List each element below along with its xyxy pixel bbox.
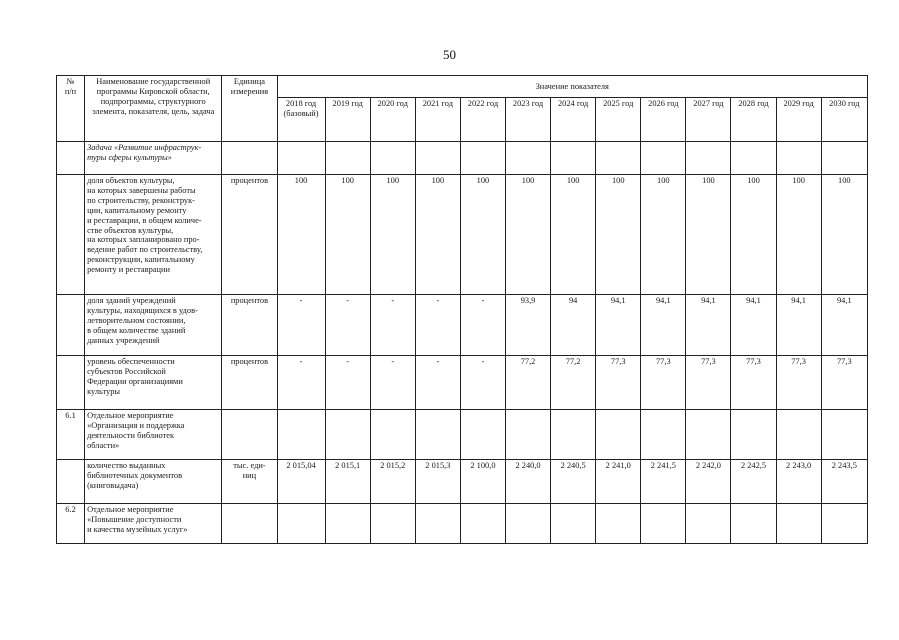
- value-cell: 100: [551, 175, 596, 295]
- value-cell: 2 015,1: [325, 460, 370, 504]
- unit-cell: тыс. еди- ниц: [222, 460, 277, 504]
- value-cell: [641, 142, 686, 175]
- header-year: 2021 год: [415, 98, 460, 142]
- header-year: 2028 год: [731, 98, 776, 142]
- value-cell: [776, 410, 821, 460]
- table-row: [57, 175, 868, 295]
- row-number: [57, 460, 85, 504]
- value-cell: [505, 504, 550, 544]
- value-cell: [325, 410, 370, 460]
- unit-cell: [222, 410, 277, 460]
- header-year: 2022 год: [460, 98, 505, 142]
- value-cell: 94,1: [731, 295, 776, 356]
- value-cell: 77,2: [505, 356, 550, 410]
- value-cell: 2 240,0: [505, 460, 550, 504]
- value-cell: 77,3: [731, 356, 776, 410]
- table-row: [57, 504, 868, 544]
- indicator-name: доля зданий учреждений культуры, находящихся в удов- летворительном состоянии, в общем количестве зданий данных учреждений: [85, 295, 222, 356]
- value-cell: 77,2: [551, 356, 596, 410]
- value-cell: [776, 142, 821, 175]
- value-cell: -: [325, 295, 370, 356]
- value-cell: [370, 142, 415, 175]
- value-cell: 77,3: [686, 356, 731, 410]
- indicator-name: количество выданных библиотечных документов (книговыдача): [85, 460, 222, 504]
- value-cell: -: [415, 295, 460, 356]
- indicator-name: доля объектов культуры, на которых завершены работы по строительству, реконструк- ции, капитальному ремонту и реставрации, в общем количе- стве объектов культуры, на которых запланировано про- ведение работ по строительству, реконструкции, капитальному ремонту и реставрации: [85, 175, 222, 295]
- table-row: [57, 142, 868, 175]
- row-number: [57, 295, 85, 356]
- value-cell: [277, 504, 325, 544]
- value-cell: -: [277, 356, 325, 410]
- value-cell: 77,3: [776, 356, 821, 410]
- value-cell: 100: [370, 175, 415, 295]
- value-cell: [551, 142, 596, 175]
- value-cell: [460, 410, 505, 460]
- value-cell: [641, 504, 686, 544]
- value-cell: 2 243,5: [821, 460, 867, 504]
- value-cell: 2 241,5: [641, 460, 686, 504]
- value-cell: [325, 504, 370, 544]
- value-cell: 100: [277, 175, 325, 295]
- value-cell: 77,3: [821, 356, 867, 410]
- table-row: [57, 356, 868, 410]
- indicator-name: Отдельное мероприятие «Повышение доступности и качества музейных услуг»: [85, 504, 222, 544]
- value-cell: [821, 410, 867, 460]
- unit-cell: [222, 504, 277, 544]
- value-cell: 2 015,2: [370, 460, 415, 504]
- unit-cell: процентов: [222, 356, 277, 410]
- value-cell: 2 243,0: [776, 460, 821, 504]
- value-cell: [821, 142, 867, 175]
- header-year: 2026 год: [641, 98, 686, 142]
- value-cell: 100: [821, 175, 867, 295]
- value-cell: 94: [551, 295, 596, 356]
- value-cell: 94,1: [776, 295, 821, 356]
- header-name: Наименование государственной программы Кировской области, подпрограммы, структурного элемента, показателя, цель, задача: [85, 76, 222, 142]
- page-number: 50: [443, 47, 456, 62]
- value-cell: [505, 142, 550, 175]
- value-cell: 2 242,5: [731, 460, 776, 504]
- value-cell: [686, 142, 731, 175]
- indicator-name: Задача «Развитие инфраструк- туры сферы культуры»: [85, 142, 222, 175]
- value-cell: [460, 504, 505, 544]
- value-cell: 100: [460, 175, 505, 295]
- header-num: № п/п: [57, 76, 85, 142]
- value-cell: 100: [641, 175, 686, 295]
- value-cell: -: [415, 356, 460, 410]
- value-cell: -: [325, 356, 370, 410]
- value-cell: [551, 410, 596, 460]
- value-cell: -: [370, 356, 415, 410]
- value-cell: -: [460, 356, 505, 410]
- row-number: [57, 175, 85, 295]
- value-cell: [686, 504, 731, 544]
- value-cell: [415, 410, 460, 460]
- table-row: [57, 295, 868, 356]
- header-year: 2025 год: [596, 98, 641, 142]
- value-cell: [277, 142, 325, 175]
- value-cell: 2 241,0: [596, 460, 641, 504]
- table-row: [57, 460, 868, 504]
- value-cell: [370, 410, 415, 460]
- row-number: 6.1: [57, 410, 85, 460]
- indicator-name: Отдельное мероприятие «Организация и поддержка деятельности библиотек области»: [85, 410, 222, 460]
- value-cell: 77,3: [641, 356, 686, 410]
- value-cell: 94,1: [596, 295, 641, 356]
- value-cell: [686, 410, 731, 460]
- value-cell: 100: [731, 175, 776, 295]
- header-year: 2024 год: [551, 98, 596, 142]
- header-year: 2027 год: [686, 98, 731, 142]
- value-cell: [551, 504, 596, 544]
- value-cell: 100: [596, 175, 641, 295]
- value-cell: [596, 504, 641, 544]
- row-number: [57, 142, 85, 175]
- value-cell: [505, 410, 550, 460]
- value-cell: 93,9: [505, 295, 550, 356]
- value-cell: [596, 410, 641, 460]
- table-body: [57, 142, 868, 544]
- row-number: [57, 356, 85, 410]
- value-cell: [596, 142, 641, 175]
- header-values: Значение показателя: [277, 76, 868, 98]
- indicator-name: уровень обеспеченности субъектов Российской Федерации организациями культуры: [85, 356, 222, 410]
- value-cell: [370, 504, 415, 544]
- value-cell: [731, 142, 776, 175]
- unit-cell: [222, 142, 277, 175]
- table-row: [57, 410, 868, 460]
- value-cell: 2 100,0: [460, 460, 505, 504]
- value-cell: [460, 142, 505, 175]
- value-cell: 94,1: [686, 295, 731, 356]
- header-year: 2018 год (базовый): [277, 98, 325, 142]
- row-number: 6.2: [57, 504, 85, 544]
- value-cell: 77,3: [596, 356, 641, 410]
- value-cell: 100: [505, 175, 550, 295]
- indicator-table: [56, 75, 868, 544]
- value-cell: 94,1: [641, 295, 686, 356]
- unit-cell: процентов: [222, 175, 277, 295]
- value-cell: 94,1: [821, 295, 867, 356]
- value-cell: 100: [325, 175, 370, 295]
- value-cell: [277, 410, 325, 460]
- value-cell: 2 240,5: [551, 460, 596, 504]
- header-unit: Единица измерения: [222, 76, 277, 142]
- value-cell: [821, 504, 867, 544]
- value-cell: 2 015,3: [415, 460, 460, 504]
- value-cell: [731, 504, 776, 544]
- header-year: 2030 год: [821, 98, 867, 142]
- header-year: 2020 год: [370, 98, 415, 142]
- value-cell: -: [370, 295, 415, 356]
- value-cell: -: [460, 295, 505, 356]
- value-cell: [641, 410, 686, 460]
- value-cell: [415, 142, 460, 175]
- value-cell: 100: [415, 175, 460, 295]
- value-cell: 2 015,04: [277, 460, 325, 504]
- header-year: 2029 год: [776, 98, 821, 142]
- value-cell: 100: [686, 175, 731, 295]
- header-year: 2023 год: [505, 98, 550, 142]
- unit-cell: процентов: [222, 295, 277, 356]
- header-year: 2019 год: [325, 98, 370, 142]
- value-cell: [731, 410, 776, 460]
- value-cell: 100: [776, 175, 821, 295]
- value-cell: [776, 504, 821, 544]
- value-cell: -: [277, 295, 325, 356]
- value-cell: [415, 504, 460, 544]
- value-cell: [325, 142, 370, 175]
- value-cell: 2 242,0: [686, 460, 731, 504]
